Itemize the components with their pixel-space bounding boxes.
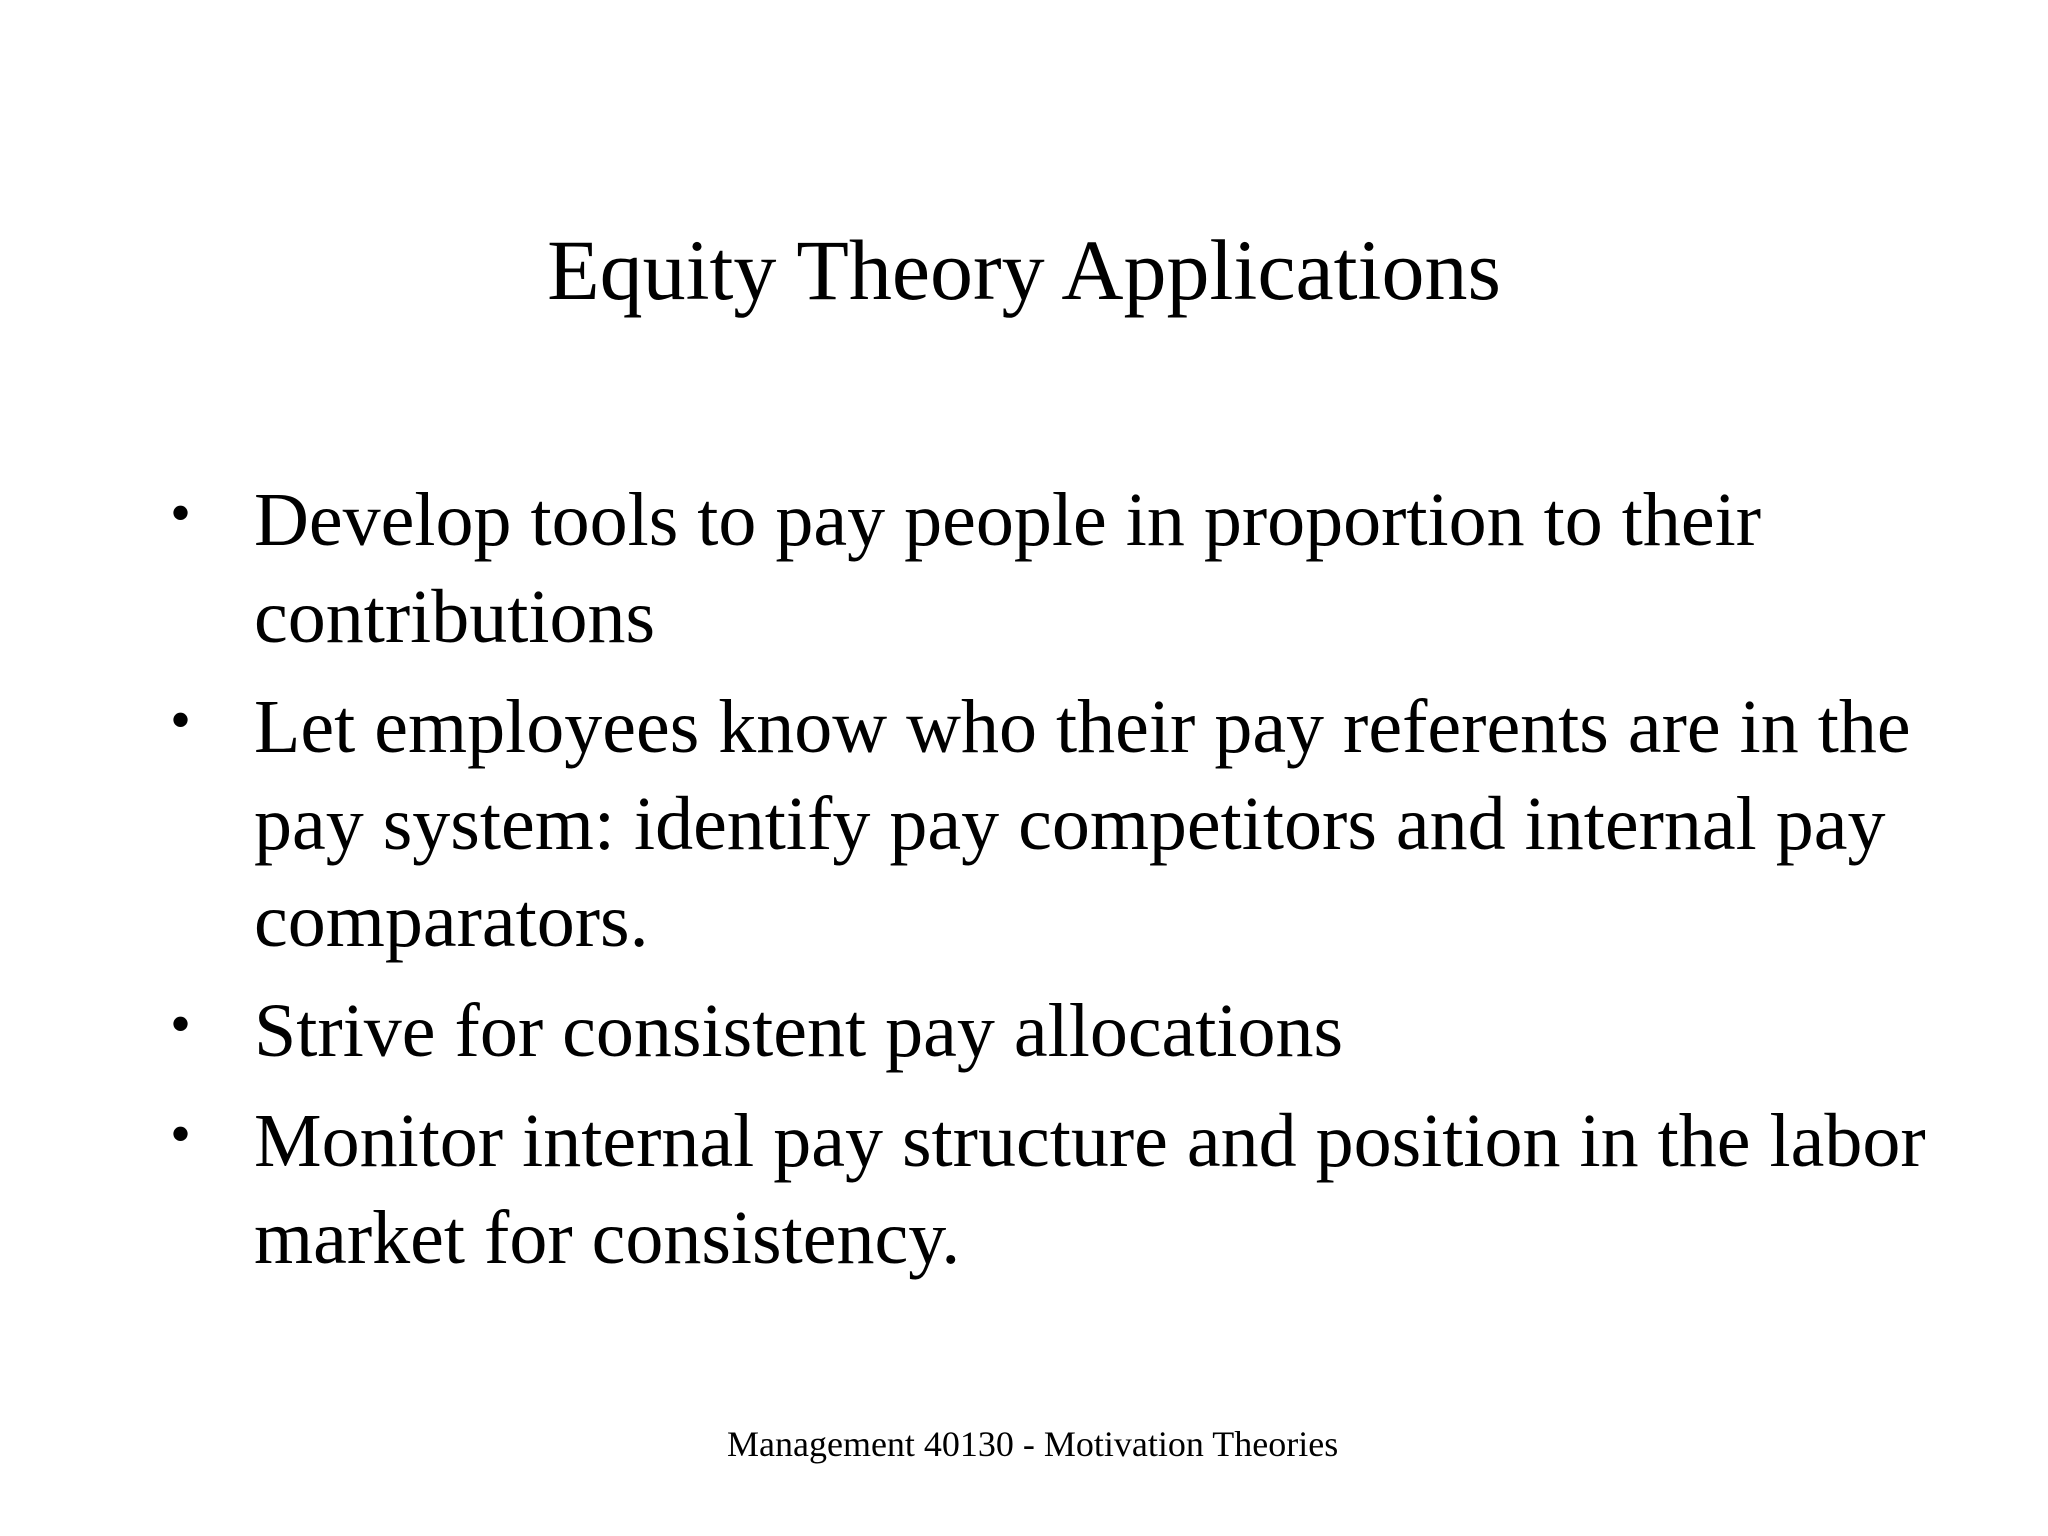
bullet-icon: • bbox=[170, 1101, 192, 1167]
bullet-icon: • bbox=[170, 687, 192, 753]
slide-footer: Management 40130 - Motivation Theories bbox=[727, 1424, 1339, 1464]
bullet-list bbox=[170, 472, 1930, 1300]
bullet-text: Strive for consistent pay allocations bbox=[254, 989, 1344, 1073]
bullet-item bbox=[170, 1093, 1930, 1287]
bullet-item bbox=[170, 679, 1930, 970]
bullet-text: Monitor internal pay structure and position in the labor market for consistency. bbox=[254, 1099, 1926, 1280]
bullet-text: Develop tools to pay people in proportion to their contributions bbox=[254, 478, 1762, 659]
bullet-item bbox=[170, 472, 1930, 666]
bullet-item bbox=[170, 983, 1930, 1080]
slide-title: Equity Theory Applications bbox=[547, 222, 1501, 318]
bullet-icon: • bbox=[170, 480, 192, 546]
bullet-text: Let employees know who their pay referents are in the pay system: identify pay competitors and internal pay comparators. bbox=[254, 685, 1911, 963]
bullet-icon: • bbox=[170, 991, 192, 1057]
